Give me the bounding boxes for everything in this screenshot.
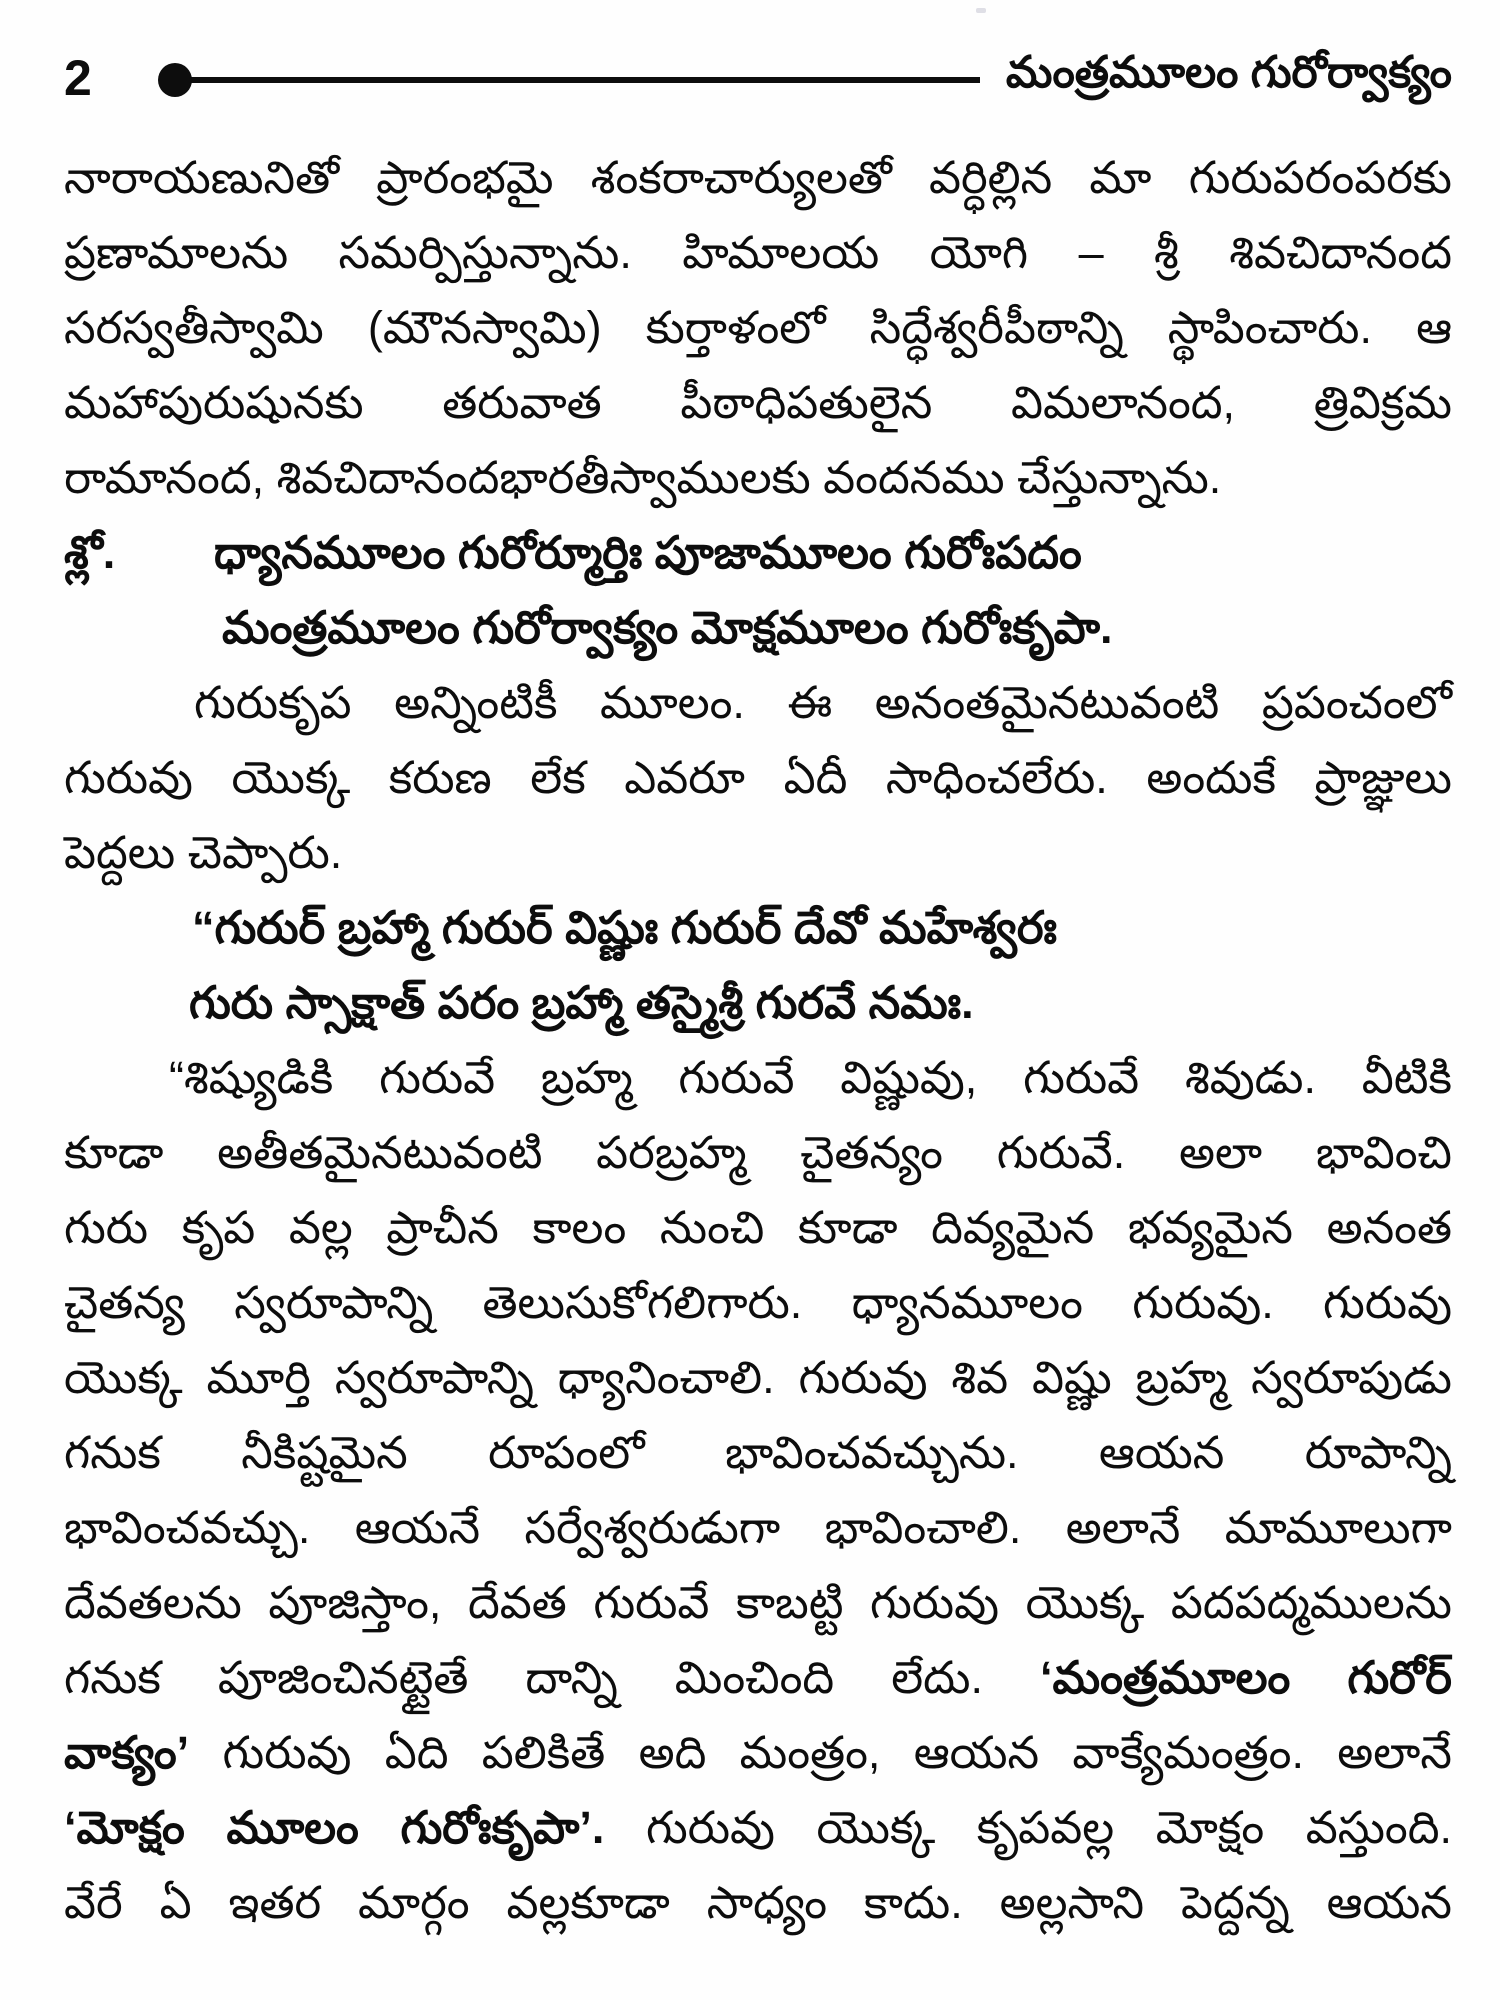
text-segment: పెద్దలు చెప్పారు.	[64, 827, 343, 878]
text-line	[64, 515, 1452, 590]
bold-text-segment: ‘మంత్రమూలం గురోర్	[1040, 1652, 1452, 1703]
bold-text-segment: “గురుర్ బ్రహ్మా గురుర్ విష్ణుః గురుర్ దేవో మహేశ్వరః	[192, 902, 1057, 953]
text-line	[64, 1790, 1452, 1865]
bold-text-segment: వాక్యం’	[64, 1727, 190, 1778]
text-line	[64, 1565, 1452, 1640]
text-line	[64, 965, 1452, 1040]
text-line	[64, 290, 1452, 365]
text-line	[64, 1715, 1452, 1790]
text-line	[64, 590, 1452, 665]
text-line	[64, 1115, 1452, 1190]
bold-text-segment: ‘మోక్షం మూలం గురోఃకృపా’.	[64, 1802, 605, 1853]
text-line	[64, 1265, 1452, 1340]
text-segment: వేరే ఏ ఇతర మార్గం వల్లకూడా సాధ్యం కాదు. అల్లసాని పెద్దన్న ఆయన	[64, 1877, 1452, 1928]
text-line	[64, 740, 1452, 815]
text-segment: గనుక పూజించినట్టైతే దాన్ని మించింది లేదు.	[64, 1652, 1040, 1703]
sloka-marker: శ్లో.	[64, 527, 116, 578]
text-segment: మహాపురుషునకు తరువాత పీఠాధిపతులైన విమలానంద, త్రివిక్రమ	[64, 377, 1452, 428]
text-segment: నారాయణునితో ప్రారంభమై శంకరాచార్యులతో వర్ధిల్లిన మా గురుపరంపరకు	[64, 152, 1452, 203]
bold-text-segment: మంత్రమూలం గురోర్వాక్యం మోక్షమూలం గురోఃకృపా.	[222, 602, 1113, 653]
header-rule-dot	[158, 63, 192, 97]
text-line	[64, 365, 1452, 440]
text-line	[64, 1490, 1452, 1565]
text-line	[64, 665, 1452, 740]
text-segment: గురువు యొక్క కృపవల్ల మోక్షం వస్తుంది.	[604, 1802, 1452, 1853]
text-segment: గురువు ఏది పలికితే అది మంత్రం, ఆయన వాక్యేమంత్రం. అలానే	[189, 1727, 1452, 1778]
text-segment: కూడా అతీతమైనటువంటి పరబ్రహ్మ చైతన్యం గురువే. అలా భావించి	[64, 1127, 1452, 1178]
text-line	[64, 890, 1452, 965]
text-line	[64, 815, 1452, 890]
page-number: 2	[64, 50, 93, 106]
text-segment: రామానంద, శివచిదానందభారతీస్వాములకు వందనము చేస్తున్నాను.	[64, 452, 1222, 503]
text-segment: ప్రణామాలను సమర్పిస్తున్నాను. హిమాలయ యోగి – శ్రీ శివచిదానంద	[64, 227, 1452, 278]
bold-text-segment: ధ్యానమూలం గురోర్మూర్తిః పూజామూలం గురోఃపదం	[214, 527, 1082, 578]
text-segment: భావించవచ్చు. ఆయనే సర్వేశ్వరుడుగా భావించాలి. అలానే మామూలుగా	[64, 1502, 1452, 1553]
text-segment: సరస్వతీస్వామి (మౌనస్వామి) కుర్తాళంలో సిద్ధేశ్వరీపీఠాన్ని స్థాపించారు. ఆ	[64, 302, 1452, 353]
text-line	[64, 440, 1452, 515]
text-segment: గురువు యొక్క కరుణ లేక ఎవరూ ఏదీ సాధించలేరు. అందుకే ప్రాజ్ఞులు	[64, 752, 1452, 803]
text-segment: గనుక నీకిష్టమైన రూపంలో భావించవచ్చును. ఆయన రూపాన్ని	[64, 1427, 1452, 1478]
page-header	[64, 46, 1452, 110]
bold-text-segment: గురు స్సాక్షాత్ పరం బ్రహ్మా తస్మైశ్రీ గురవే నమః.	[189, 977, 974, 1028]
text-segment: చైతన్య స్వరూపాన్ని తెలుసుకోగలిగారు. ధ్యానమూలం గురువు. గురువు	[64, 1277, 1452, 1328]
scan-artifact	[976, 8, 986, 13]
text-segment: “శిష్యుడికి గురువే బ్రహ్మ గురువే విష్ణువు, గురువే శివుడు. వీటికి	[169, 1052, 1452, 1103]
text-line	[64, 1040, 1452, 1115]
text-segment: దేవతలను పూజిస్తాం, దేవత గురువే కాబట్టి గురువు యొక్క పదపద్మములను	[64, 1577, 1452, 1628]
running-title: మంత్రమూలం గురోర్వాక్యం	[1005, 47, 1452, 97]
text-line	[64, 1340, 1452, 1415]
page-body	[64, 140, 1452, 1940]
text-segment: గురు కృప వల్ల ప్రాచీన కాలం నుంచి కూడా దివ్యమైన భవ్యమైన అనంత	[64, 1202, 1452, 1253]
header-rule	[162, 77, 980, 83]
text-line	[64, 1865, 1452, 1940]
text-segment: గురుకృప అన్నింటికీ మూలం. ఈ అనంతమైనటువంటి ప్రపంచంలో	[194, 677, 1452, 728]
text-line	[64, 1415, 1452, 1490]
text-segment: యొక్క మూర్తి స్వరూపాన్ని ధ్యానించాలి. గురువు శివ విష్ణు బ్రహ్మ స్వరూపుడు	[64, 1352, 1452, 1403]
text-line	[64, 1190, 1452, 1265]
text-line	[64, 215, 1452, 290]
text-line	[64, 140, 1452, 215]
text-line	[64, 1640, 1452, 1715]
